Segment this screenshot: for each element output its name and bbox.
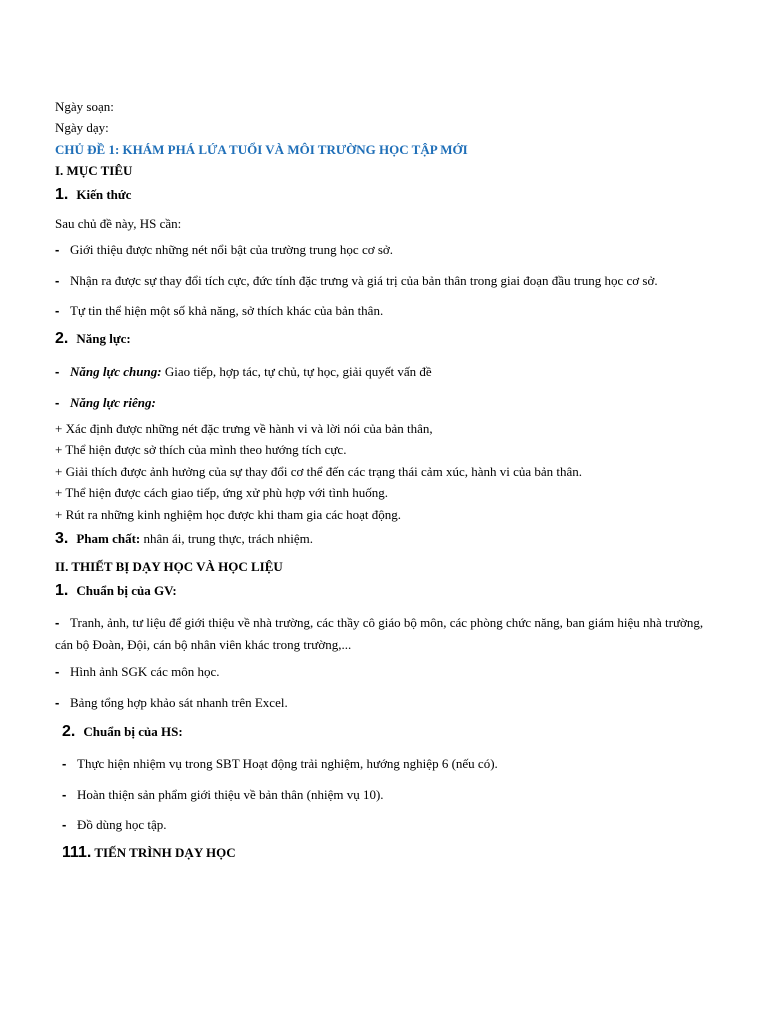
hs-item: - Hoàn thiện sản phẩm giới thiệu về bản thân (nhiệm vụ 10). — [62, 787, 384, 802]
hs-item: - Đồ dùng học tập. — [62, 817, 167, 832]
dash-bullet: - — [55, 395, 60, 410]
ngay-soan: Ngày soạn: — [55, 99, 114, 114]
section-1-heading: I. MỤC TIÊU — [55, 163, 133, 178]
dash-bullet: - — [55, 615, 60, 630]
nang-luc-title: Năng lực: — [76, 331, 131, 346]
gv-heading: 1. Chuẩn bị của GV: — [55, 582, 177, 599]
pham-chat-number: 3. — [55, 530, 69, 547]
nang-luc-rieng: - Năng lực riêng: — [55, 395, 156, 410]
dash-bullet: - — [62, 817, 67, 832]
nang-luc-chung: - Năng lực chung: Giao tiếp, hợp tác, tự chủ, tự học, giải quyết vấn đề — [55, 364, 432, 379]
nang-luc-rieng-item: + Xác định được những nét đặc trưng về hành vi và lời nói của bản thân, — [55, 421, 433, 436]
dash-bullet: - — [62, 756, 67, 771]
hs-number: 2. — [62, 723, 76, 740]
kien-thuc-item: - Giới thiệu được những nét nổi bật của trường trung học cơ sở. — [55, 242, 394, 257]
kien-thuc-item: - Nhận ra được sự thay đổi tích cực, đức tính đặc trưng và giá trị của bản thân trong giai đoạn đầu trung học cơ sở. — [55, 273, 658, 288]
section-3-number: 111. — [62, 844, 92, 861]
nang-luc-rieng-item: + Rút ra những kinh nghiệm học được khi tham gia các hoạt động. — [55, 507, 402, 522]
nang-luc-rieng-item: + Giải thích được ảnh hưởng của sự thay đổi cơ thể đến các trạng thái cảm xúc, hành vi của bản thân. — [55, 464, 583, 479]
gv-item: - Hình ảnh SGK các môn học. — [55, 664, 220, 679]
dash-bullet: - — [55, 303, 60, 318]
dash-bullet: - — [55, 242, 60, 257]
dash-bullet: - — [55, 273, 60, 288]
nang-luc-number: 2. — [55, 330, 69, 347]
topic-title: CHỦ ĐỀ 1: KHÁM PHÁ LỨA TUỔI VÀ MÔI TRƯỜNG HỌC TẬP MỚI — [55, 142, 468, 157]
nang-luc-heading — [55, 331, 131, 347]
nang-luc-rieng-item: + Thể hiện được cách giao tiếp, ứng xử phù hợp với tình huống. — [55, 485, 388, 500]
kien-thuc-item: - Tự tin thể hiện một số khả năng, sở thích khác của bản thân. — [55, 303, 384, 318]
gv-item: - Tranh, ảnh, tư liệu để giới thiệu về nhà trường, các thầy cô giáo bộ môn, các phòng chức năng, ban giám hiệu nhà trường, cán bộ Đoàn, Đội, cán bộ nhân viên khác trong trường,... — [55, 612, 717, 656]
section-3-heading: 111. TIẾN TRÌNH DẠY HỌC — [62, 844, 236, 861]
dash-bullet: - — [55, 664, 60, 679]
dash-bullet: - — [55, 364, 60, 379]
hs-heading: 2. Chuẩn bị của HS: — [62, 723, 183, 740]
dash-bullet: - — [62, 787, 67, 802]
kien-thuc-heading — [55, 187, 131, 203]
hs-item: - Thực hiện nhiệm vụ trong SBT Hoạt động trải nghiệm, hướng nghiệp 6 (nếu có). — [62, 756, 498, 771]
gv-item: - Bảng tổng hợp khảo sát nhanh trên Excel. — [55, 695, 288, 710]
gv-number: 1. — [55, 582, 69, 599]
kien-thuc-number: 1. — [55, 186, 69, 203]
ngay-day: Ngày dạy: — [55, 120, 109, 135]
pham-chat: 3. Pham chất: nhân ái, trung thực, trách nhiệm. — [55, 530, 314, 547]
kien-thuc-title: Kiến thức — [76, 187, 132, 202]
nang-luc-rieng-item: + Thể hiện được sở thích của mình theo hướng tích cực. — [55, 442, 347, 457]
kien-thuc-intro: Sau chủ đề này, HS cần: — [55, 216, 182, 231]
section-2-heading: II. THIẾT BỊ DẠY HỌC VÀ HỌC LIỆU — [55, 559, 283, 574]
dash-bullet: - — [55, 695, 60, 710]
